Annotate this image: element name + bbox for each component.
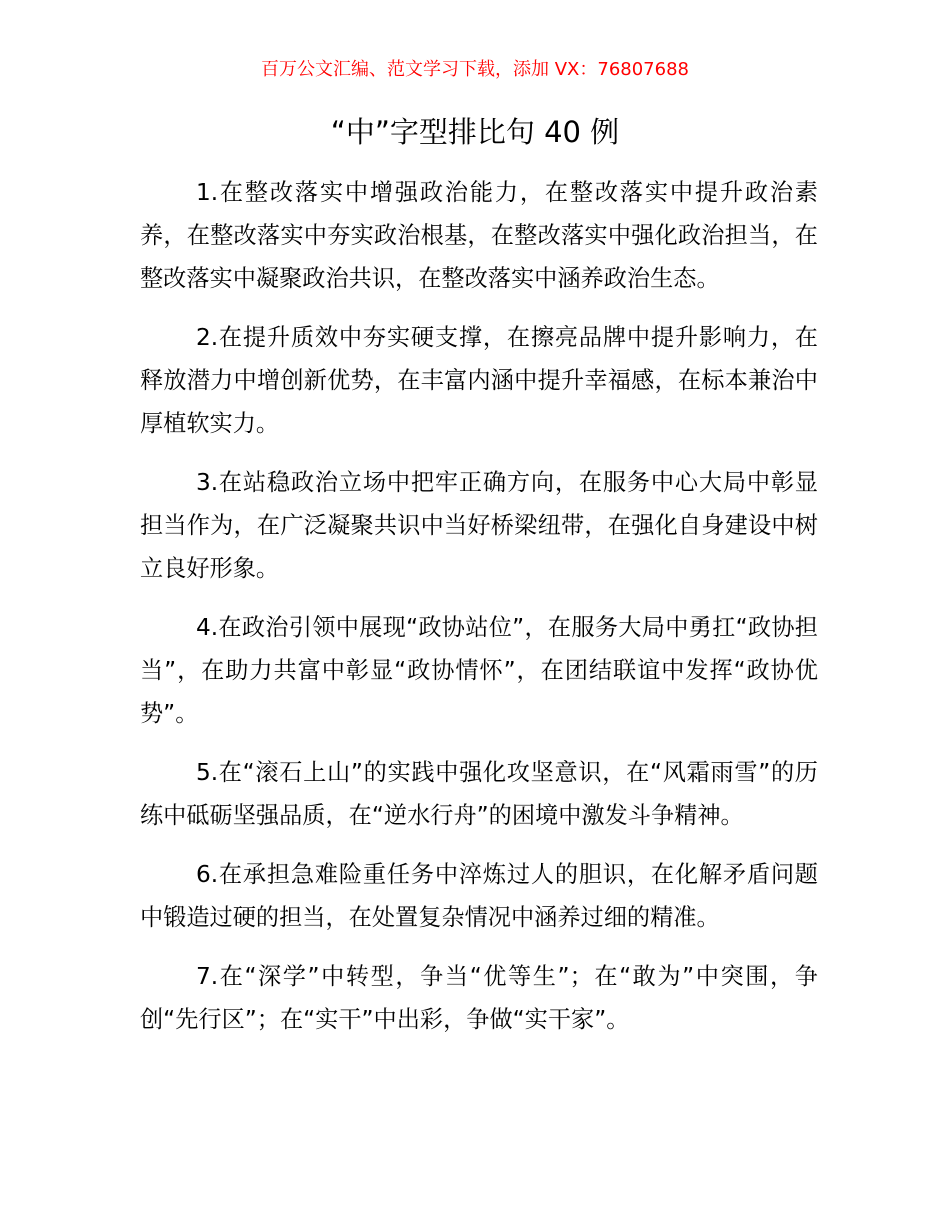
paragraph-7: 7.在“深学”中转型，争当“优等生”；在“敢为”中突围，争创“先行区”；在“实干”中出彩，争做“实干家”。 (140, 963, 818, 1033)
paragraph-5: 5.在“滚石上山”的实践中强化攻坚意识，在“风霜雨雪”的历练中砥砺坚强品质，在“逆水行舟”的困境中激发斗争精神。 (140, 759, 818, 829)
paragraph-3: 3.在站稳政治立场中把牢正确方向，在服务中心大局中彰显担当作为，在广泛凝聚共识中当好桥梁纽带，在强化自身建设中树立良好形象。 (140, 469, 818, 582)
paragraph-6: 6.在承担急难险重任务中淬炼过人的胆识，在化解矛盾问题中锻造过硬的担当，在处置复杂情况中涵养过细的精准。 (140, 861, 818, 931)
paragraph-1: 1.在整改落实中增强政治能力，在整改落实中提升政治素养，在整改落实中夯实政治根基，在整改落实中强化政治担当，在整改落实中凝聚政治共识，在整改落实中涵养政治生态。 (140, 179, 818, 292)
document-title: “中”字型排比句 40 例 (330, 115, 620, 149)
paragraph-4: 4.在政治引领中展现“政协站位”，在服务大局中勇扛“政协担当”，在助力共富中彰显“政协情怀”，在团结联谊中发挥“政协优势”。 (140, 614, 818, 727)
header-download-note: 百万公文汇编、范文学习下载，添加 VX：76807688 (261, 59, 689, 80)
paragraph-2: 2.在提升质效中夯实硬支撑，在擦亮品牌中提升影响力，在释放潜力中增创新优势，在丰富内涵中提升幸福感，在标本兼治中厚植软实力。 (140, 324, 818, 437)
document-body (140, 171, 818, 1057)
